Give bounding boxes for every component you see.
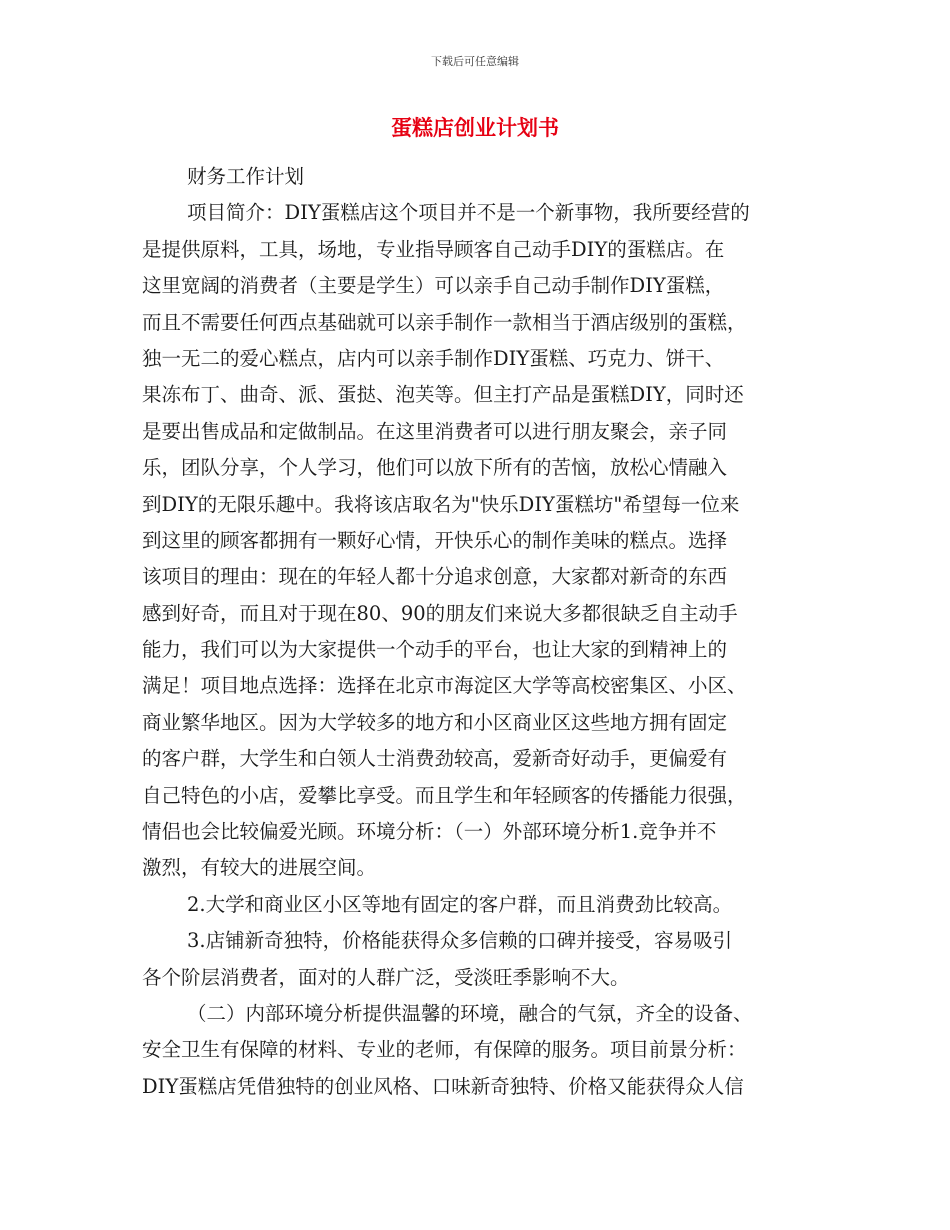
text-line: 能力，我们可以为大家提供一个动手的平台，也让大家的到精神上的	[142, 638, 728, 662]
text-line: 商业繁华地区。因为大学较多的地方和小区商业区这些地方拥有固定	[142, 710, 728, 734]
text-line: 财务工作计划	[187, 165, 305, 188]
text-line: 项目简介：DIY蛋糕店这个项目并不是一个新事物，我所要经营的	[187, 201, 750, 225]
text-line: （二）内部环境分析提供温馨的环境，融合的气氛，齐全的设备、	[187, 1001, 753, 1025]
text-line: 果冻布丁、曲奇、派、蛋挞、泡芙等。但主打产品是蛋糕DIY，同时还	[142, 383, 744, 407]
text-line: 各个阶层消费者，面对的人群广泛，受淡旺季影响不大。	[142, 965, 630, 989]
text-line: 这里宽阔的消费者（主要是学生）可以亲手自己动手制作DIY蛋糕，	[142, 274, 725, 298]
text-line: 该项目的理由：现在的年轻人都十分追求创意，大家都对新奇的东西	[142, 565, 728, 589]
text-line: 到DIY的无限乐趣中。我将该店取名为"快乐DIY蛋糕坊"希望每一位来	[142, 492, 740, 516]
text-line: 安全卫生有保障的材料、专业的老师，有保障的服务。项目前景分析：	[142, 1038, 747, 1062]
text-line: 乐，团队分享，个人学习，他们可以放下所有的苦恼，放松心情融入	[142, 456, 728, 480]
text-line: 而且不需要任何西点基础就可以亲手制作一款相当于酒店级别的蛋糕，	[142, 310, 747, 334]
text-line: 的客户群，大学生和白领人士消费劲较高，爱新奇好动手，更偏爱有	[142, 747, 728, 771]
text-line: 情侣也会比较偏爱光顾。环境分析：（一）外部环境分析1.竞争并不	[142, 820, 717, 844]
document-title: 蛋糕店创业计划书	[391, 116, 559, 140]
text-line: 是要出售成品和定做制品。在这里消费者可以进行朋友聚会，亲子同	[142, 419, 728, 443]
text-line: 是提供原料，工具，场地，专业指导顾客自己动手DIY的蛋糕店。在	[142, 237, 725, 261]
text-line: DIY蛋糕店凭借独特的创业风格、口味新奇独特、价格又能获得众人信	[142, 1074, 744, 1098]
text-line: 感到好奇，而且对于现在80、90的朋友们来说大多都很缺乏自主动手	[142, 601, 738, 625]
document-body	[142, 159, 817, 1105]
page-header-note: 下载后可任意编辑	[431, 55, 519, 68]
text-line: 3.店铺新奇独特，价格能获得众多信赖的口碑并接受，容易吸引	[187, 929, 733, 953]
text-line: 激烈，有较大的进展空间。	[142, 856, 377, 880]
text-line: 2.大学和商业区小区等地有固定的客户群，而且消费劲比较高。	[187, 892, 733, 916]
text-line: 到这里的顾客都拥有一颗好心情，开快乐心的制作美味的糕点。选择	[142, 528, 728, 552]
text-line: 满足！项目地点选择：选择在北京市海淀区大学等高校密集区、小区、	[142, 674, 747, 698]
text-line: 自己特色的小店，爱攀比享受。而且学生和年轻顾客的传播能力很强，	[142, 783, 747, 807]
text-line: 独一无二的爱心糕点，店内可以亲手制作DIY蛋糕、巧克力、饼干、	[142, 346, 725, 370]
